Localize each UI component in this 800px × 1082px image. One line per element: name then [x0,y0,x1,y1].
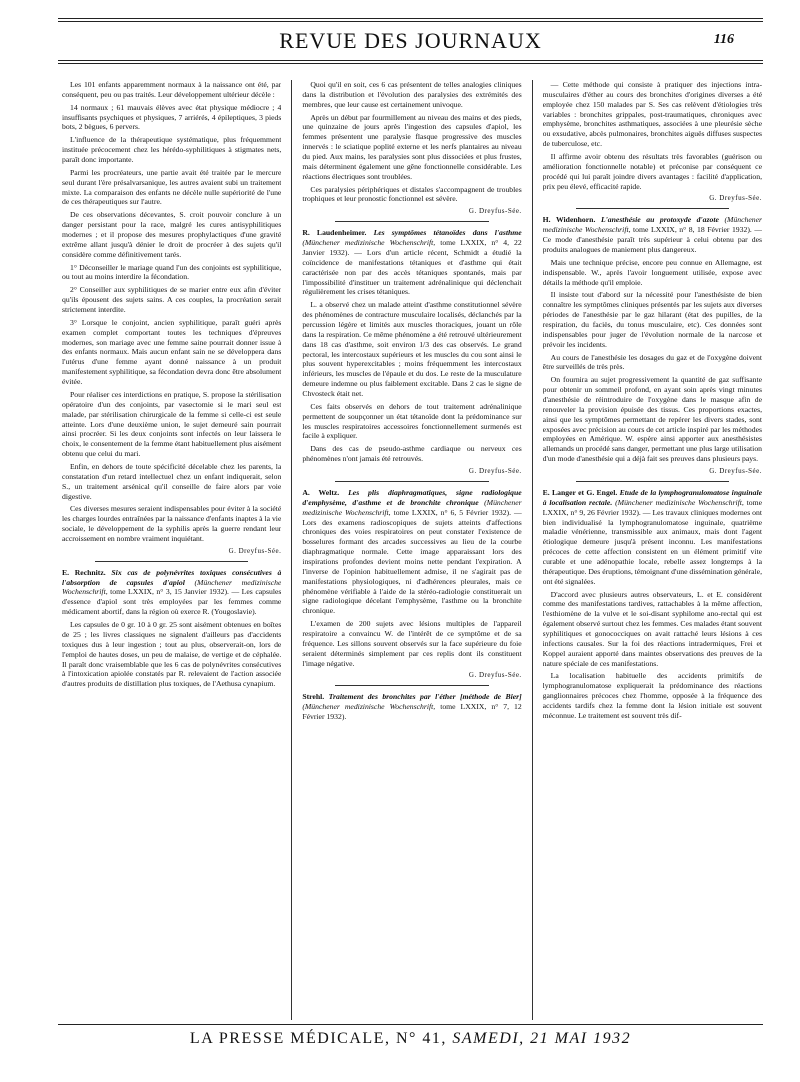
article-journal: (Münchener medizinische Wochenschrift, [542,215,763,235]
article-paragraph: L. a observé chez un malade atteint d'asthme constitutionnel sévère des phénomènes de contracture musculaire localisés, déclanchés par la percussion légère et limités aux muscles thoraciques, jouant un rôle dans la respiration. Ce même phénomène a été retrouvé ultérieurement dans 18 cas d'asthme, soit environ 1/3 des cas observés. Le grand pectoral, les intercostaux supérieurs et les muscles du cou sont ainsi le plus souvent hyperexcitables ; moins fréquemment les intercostaux inférieurs, les muscles de l'épaule et du dos. Le reste de la musculature demeure indemne ou plus faiblement excitable. Dans 2 cas le signe de Chvosteck était net. [302,300,522,399]
article-text: tome LXXIX, n° 6, 5 Février 1932). — Lors des examens radioscopiques de sujets atteints d'affections chroniques des voies respiratoires on peut constater l'existence de bosselures formant des arcades successives au lieu de la courbe diaphragmatique normale. Cette image apparaissant lors des inspirations profondes devient moins nette pendant l'expiration. A l'inverse de l'opinion habituellement admise, il ne s'agirait pas de manifestations physiologiques, ni d'adhérences pleurales, mais ce phénomène vérifiable à l'aide de la stéréo-radiologie constituerait un signe radiologique décelant l'emphysème, l'asthme ou la bronchite chronique. [302,507,522,616]
article-paragraph: Ces diverses mesures seraient indispensables pour éviter à la société les charges lourdes entraînées par la naissance d'enfants inaptes à la vie sociale, le développement de la syphilis après la guerre rendant leur accroissement en nombre vraiment inquiétant. [62,504,282,543]
article-signature: G. Dreyfus-Sée. [468,467,522,476]
article-journal: (Münchener medizinische Wochenschrift, [615,497,744,507]
article-heading [302,228,521,297]
article-paragraph: Il affirme avoir obtenu des résultats très favorables (guérison ou amélioration fonctionnelle notable) et préconise par conséquent ce procédé qui lui paraît joindre divers avantages : facilité d'application, prix peu élevé, efficacité rapide. [542,152,763,191]
footer-publication: LA PRESSE MÉDICALE, [189,1030,391,1047]
footer-issue: N° 41, [395,1030,447,1047]
article-heading [543,488,762,587]
article-author: A. Weltz. [302,487,340,497]
article-author: E. Rechnitz. [62,567,106,577]
article-paragraph: D'accord avec plusieurs autres observateurs, L. et E. considèrent comme des manifestations tardives, rattachables à la même affection, l'esthiomène de la vulve et le soi-disant syphilome ano-rectal qui est également observé surtout chez les femmes. Ces malades étant souvent syphilitiques et gonococciques on avait rattaché leurs lésions à ces infections causales. Sur la foi des réactions intradermiques, Frei et Koppel auraient apporté dans maintes observations des preuves de la nature spéciale de ces manifestations. [542,589,763,668]
article-signature: G. Dreyfus-Sée. [468,671,522,680]
article-journal: (Münchener medizinische Wochenschrift, [62,577,282,597]
header-rule-inner [58,63,763,64]
article-separator [335,481,489,482]
article-paragraph: 2° Conseiller aux syphilitiques de se marier entre eux afin d'éviter qu'ils épousent des sujets sains. A ces couples, la procréation serait strictement interdite. [62,285,282,315]
article-title: Six cas de polynévrites toxiques consécutives à l'absorption de capsules d'apiol [62,567,282,587]
page-number: 116 [713,32,734,47]
article-paragraph: Mais une technique précise, encore peu connue en Allemagne, est indispensable. W., après l'avoir longuement utilisée, expose avec détails la méthode qu'il emploie. [542,257,763,287]
column-1 [62,80,281,1020]
article-title: L'anesthésie au protoxyde d'azote [600,215,719,225]
article-journal: (Münchener medizinische Wochenschrift, [302,497,522,517]
article-paragraph: Dans des cas de pseudo-asthme cardiaque ou nerveux ces phénomènes n'ont jamais été retrouvés. [302,444,522,464]
article-paragraph: Les 101 enfants apparemment normaux à la naissance ont été, par conséquent, peu ou pas traités. Leur développement ultérieur décèle : [62,80,282,99]
article-author: E. Langer et G. Engel. [542,487,618,497]
article-separator [335,221,489,222]
article-signature: G. Dreyfus-Sée. [468,207,522,216]
column-divider [291,80,292,1020]
article-journal: (Münchener medizinische Wochenschrift, [302,238,436,248]
article-heading [543,215,762,254]
article-title: Les symptômes tétanoïdes dans l'asthme [373,228,522,238]
article-paragraph: Quoi qu'il en soit, ces 6 cas présentent de telles analogies cliniques dans la distribution et l'évolution des paralysies des extrémités des membres, que leur cause est certainement univoque. [302,80,522,109]
article-columns [62,80,762,1020]
article-paragraph: De ces observations décevantes, S. croit pouvoir conclure à un danger persistant pour la race, malgré les cures antisyphilitiques modernes ; et il propose des mesures prophylactiques d'une gravité extrême allant jusqu'à dénier le droit de procréer à des sujets qu'il considère comme définitivement tarés. [62,210,282,259]
footer-rule [58,1024,763,1025]
article-text: tome LXXIX, n° 4, 22 Janvier 1932). — Lors d'un article récent, Schmidt a étudié la coïncidence de manifestations tétaniques et d'asthme qui était caractérisée non par des accès tétaniques spontanés, mais par l'impossibilité d'instituer un traitement adrénalinique qui déclenchait régulièrement les crises tétaniques. [302,238,522,297]
article-paragraph: Les capsules de 0 gr. 10 à 0 gr. 25 sont aisément obtenues en boîtes de 25 ; les livres classiques ne signalent d'ailleurs pas d'accidents toxiques dus à leur ingestion ; tout au plus, observerait-on, lors de l'emploi de hautes doses, un peu de malaise, de vertige et de céphalée. Il paraît donc vraisemblable que les 6 cas de polynévrites consécutives à l'intoxication apiolée constatés par R. relevaient de l'action associée d'autres produits de distillation plus toxiques, de l'Aethusa cynapium. [62,620,282,689]
article-author: H. Widenhorn. [542,215,596,225]
article-separator [576,208,730,209]
article-paragraph: 1° Déconseiller le mariage quand l'un des conjoints est syphilitique, ou tout au moins interdire la fécondation. [62,262,282,282]
article-journal: (Münchener medizinische Wochenschrift, [302,702,436,712]
article-separator [335,685,489,686]
article-text: tome LXXIX, n° 3, 15 Janvier 1932). — Les capsules d'essence d'apiol sont très employées par les femmes comme médicament abortif, dans la région où exerce R. (Yougoslavie). [62,587,282,617]
article-text: tome LXXIX, n° 8, 18 Février 1932). — Ce mode d'anesthésie paraît très supérieur à celui obtenu par des produits analogues de maniement plus dangereux. [542,225,763,254]
article-signature: G. Dreyfus-Sée. [709,194,763,203]
article-paragraph: L'influence de la thérapeutique systématique, plus fréquemment instituée précocement chez les hérédo-syphilitiques à stigmates nets, paraît donc importante. [62,135,282,165]
page-footer [58,1030,763,1048]
article-text: tome LXXIX, n° 7, 12 Février 1932). [302,702,522,722]
article-separator [576,481,730,482]
column-3 [543,80,762,1020]
article-paragraph: Ces faits observés en dehors de tout traitement adrénalinique permettent de soupçonner un état tétanoïde dont la prédominance sur les muscles respiratoires accessoires fonctionnellement surmenés est facile à expliquer. [302,401,522,441]
article-paragraph: On fournira au sujet progressivement la quantité de gaz suffisante pour obtenir un sommeil profond, en ayant soin après vingt minutes d'anesthésie de réintroduire de l'oxygène dans le masque afin de renouveler la provision épuisée des tissus. Ces proportions exactes, ainsi que les symptômes permettant de repérer les divers stades, sont exposées avec précision au cours de cet article inspiré par les méthodes employées en Amérique. W. espère ainsi apporter aux anesthésistes allemands un procédé sans danger, permettant une plus large utilisation d'un mode d'anesthésie qui a déjà fait ses preuves dans plusieurs pays. [542,375,763,464]
article-title: Etude de la lymphogranulomatose inguinale à localisation rectale. [542,487,763,507]
article-title: Traitement des bronchites par l'éther [méthode de Bier] [328,692,522,702]
article-paragraph: Il insiste tout d'abord sur la nécessité pour l'anesthésiste de bien connaître les symptômes cliniques présentés par les sujets aux diverses périodes de l'anesthésie par le gaz hilarant (état des pupilles, de la respiration, du faciès, du tonus musculaire, etc). Ces données sont indispensables pour juger de l'évolution normale de la narcose et prévoir les incidents. [542,290,763,349]
column-divider [532,80,533,1020]
column-2 [302,80,521,1020]
top-rule [58,18,763,19]
article-separator [95,561,249,562]
article-author: Strehl. [302,692,325,702]
article-paragraph: La localisation habituelle des accidents primitifs de lymphogranulomatose expliquerait la prédominance des réactions ganglionnaires précoces chez l'homme, opposée à la fréquence des accidents tardifs chez la femme dont la lésion initiale est souvent méconnue. Le traitement est souvent très dif- [542,671,763,720]
article-paragraph: Parmi les procréateurs, une partie avait été traitée par le mercure seul durant l'ère présalvarsanique, les autres avaient subi un traitement mixte. La comparaison des enfants ne décèle nulle supériorité de l'une de ces thérapeutiques sur l'autre. [62,167,282,207]
article-text: tome LXXIX, n° 9, 26 Février 1932). — Les travaux cliniques modernes ont bien individualisé la lymphogranulomatose inguinale, quatrième maladie vénérienne, transmissible aux animaux, mais dont l'agent étiologique demeure jusqu'à présent inconnu. Les manifestations précoces de cette affection consistent en un élément primitif vite curable et une adénopathie locale, rebelle assez longtemps à la thérapeutique. Des éruptions, témoignant d'une dissémination générale, ont été signalées. [542,497,763,586]
article-paragraph: Enfin, en dehors de toute spécificité décelable chez les parents, la constatation d'un retard intellectuel chez un enfant indiquerait, selon S., un traitement arsénical qu'il conseille de faire alors par voie digestive. [62,461,282,501]
header-rule [58,60,763,61]
article-signature: G. Dreyfus-Sée. [709,467,763,476]
article-author: R. Laudenheimer. [302,228,367,238]
article-paragraph: 14 normaux ; 61 mauvais élèves avec état physique médiocre ; 4 insuffisants psychiques et physiques, 7 arriérés, 4 épileptiques, 3 pieds bots, 2 bègues, 6 pervers. [62,102,282,132]
article-paragraph: L'examen de 200 sujets avec lésions multiples de l'appareil respiratoire a convaincu W. de l'intérêt de ce symptôme et de sa fréquence. Les sillons souvent observés sur la face supérieure du foie seraient déterminés simplement par ces replis dont ils constituent l'image négative. [302,619,522,668]
article-paragraph: Pour réaliser ces interdictions en pratique, S. propose la stérilisation opératoire d'un des conjoints, par vasectomie si le mari seul est malade, par stérilisation chirurgicale de la femme si celle-ci est seule atteinte. Lors d'une deuxième union, le sujet demeuré sain pourrait ainsi procréer. Si les deux conjoints sont infectés on leur laissera le choix, le consentement de la femme étant habituellement plus aisément obtenu que celui du mari. [62,389,282,459]
article-heading [62,568,281,617]
top-rule-inner [58,21,763,22]
page-title: REVUE DES JOURNAUX [279,28,542,53]
article-paragraph: 3° Lorsque le conjoint, ancien syphilitique, paraît guéri après examen complet comportant toutes les techniques d'épreuves modernes, son mariage avec une femme saine pourrait donner issue à des enfants normaux. Mais aucun enfant sain ne se développera dans l'utérus d'une femme ayant donné naissance à un produit manifestement syphilitique, sa fécondation devra donc être absolument évitée. [62,317,282,387]
article-paragraph: Après un début par fourmillement au niveau des mains et des pieds, une quinzaine de jours après l'ingestion des capsules d'apiol, les femmes présentent une paralysie flasque progressive des muscles innervés : le sciatique poplité externe et les nerfs plantaires au niveau du pied. Aux mains, les paralysies sont plus dissociées et plus frustes, mais déterminent également une gêne fonctionnelle considérable. Les réactions électriques sont troublées. [302,112,522,181]
footer-date: SAMEDI, 21 MAI 1932 [452,1030,632,1047]
article-heading [302,488,521,616]
article-paragraph: Ces paralysies périphériques et distales s'accompagnent de troubles trophiques et leur pronostic fonctionnel est sévère. [302,184,522,204]
article-paragraph: Au cours de l'anesthésie les dosages du gaz et de l'oxygène doivent être surveillés de très près. [542,352,763,372]
article-title: Les plis diaphragmatiques, signe radiologique d'emphysème, d'asthme et de bronchite chronique [302,487,522,507]
article-heading [302,692,521,722]
article-signature: G. Dreyfus-Sée. [228,546,282,555]
article-paragraph: — Cette méthode qui consiste à pratiquer des injections intra-musculaires d'éther au cours des bronchites d'origines diverses a été employée chez 150 malades par S. Ses cas relèvent d'étiologies très variables : bronchites grippales, post-traumatiques, chroniques avec emphysème, bronchites asthmatiques, associées à une pleurésie sèche ou exsudative, abcès pulmonaires, bronchites aiguës diffuses suspectes de tuberculose, etc. [542,80,763,149]
